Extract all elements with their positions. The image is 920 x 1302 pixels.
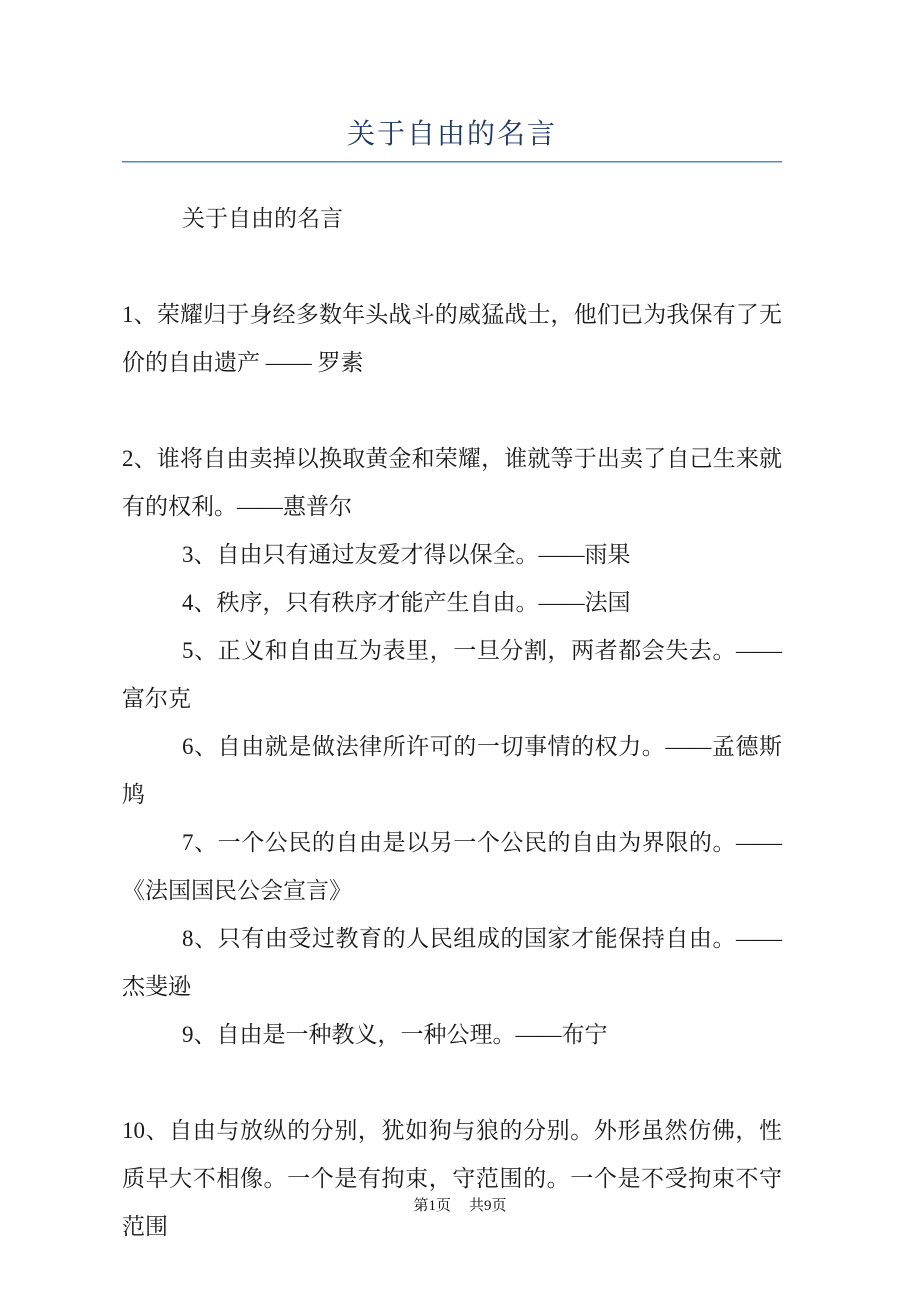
document-page <box>122 0 782 1302</box>
page-footer <box>0 1196 920 1216</box>
quote-paragraph: 8、只有由受过教育的人民组成的国家才能保持自由。——杰斐逊 <box>122 926 782 999</box>
page-number: 第1页 <box>413 1198 451 1214</box>
quote-paragraph: 2、谁将自由卖掉以换取黄金和荣耀，谁就等于出卖了自己生来就有的权利。——惠普尔 <box>122 446 782 519</box>
quote-paragraph: 4、秩序，只有秩序才能产生自由。——法国 <box>182 590 631 615</box>
quote-paragraph: 7、一个公民的自由是以另一个公民的自由为界限的。——《法国国民公会宣言》 <box>122 830 782 903</box>
quote-paragraph: 9、自由是一种教义，一种公理。——布宁 <box>182 1022 608 1047</box>
page-count: 共9页 <box>469 1198 507 1214</box>
intro-paragraph: 关于自由的名言 <box>182 206 343 231</box>
quote-paragraph: 3、自由只有通过友爱才得以保全。——雨果 <box>182 542 631 567</box>
quote-paragraph: 5、正义和自由互为表里，一旦分割，两者都会失去。——富尔克 <box>122 638 782 711</box>
quote-paragraph: 10、自由与放纵的分别，犹如狗与狼的分别。外形虽然仿佛，性质早大不相像。一个是有拘束，守范围的。一个是不受拘束不守范围 <box>122 1118 782 1239</box>
document-title: 关于自由的名言 <box>346 119 557 150</box>
title-underline <box>122 161 782 163</box>
quote-paragraph: 1、荣耀归于身经多数年头战斗的威猛战士，他们已为我保有了无价的自由遗产 —— 罗素 <box>122 302 782 375</box>
quote-paragraph: 6、自由就是做法律所许可的一切事情的权力。——孟德斯鸠 <box>122 734 782 807</box>
